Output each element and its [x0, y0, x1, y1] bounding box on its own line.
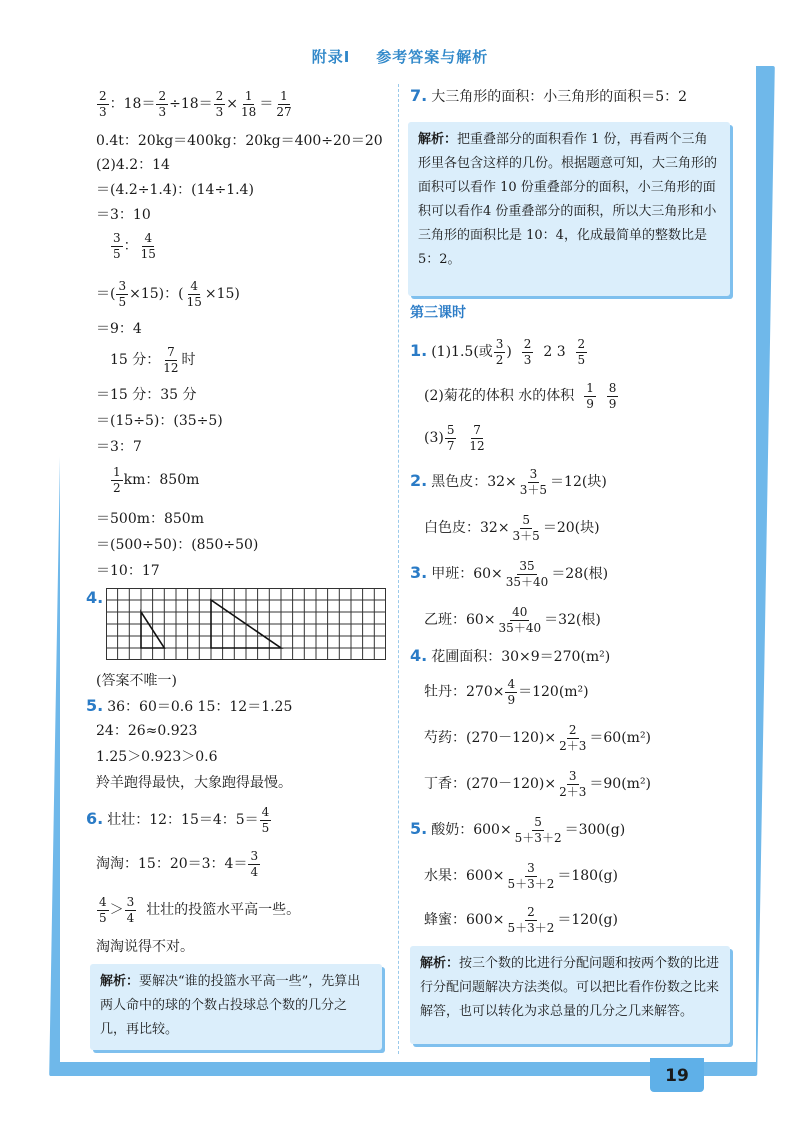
answer-line: ＝(500÷50)：(850÷50) [96, 537, 259, 553]
page-header [0, 46, 800, 67]
question-number: 7. 大三角形的面积：小三角形的面积＝5：2 [410, 86, 688, 105]
answer-line: 丁香：(270－120)× $\frac{3}{2+3}$ ＝90(m²) [424, 769, 652, 799]
answer-line: 0.4t：20kg＝400kg：20kg＝400÷20＝20 [96, 133, 383, 149]
answer-line: ＝( $\frac{3}{5}$ ×15)：( $\frac{4}{15}$ ×15) [96, 279, 240, 309]
answer-line: ＝500m：850m [96, 511, 204, 527]
answer-line: 乙班：60× $\frac{40}{35+40}$ ＝32(根) [424, 605, 601, 635]
question-number: 5. 36：60＝0.6 15：12＝1.25 [86, 696, 293, 715]
column-divider [398, 84, 399, 1054]
answer-line: $\frac{4}{5}$ ＞ $\frac{3}{4}$ 壮壮的投篮水平高一些。 [99, 895, 301, 925]
answer-line: ＝10：17 [96, 563, 160, 579]
answer-line: ＝15 分：35 分 [96, 387, 197, 403]
answer-line: 水果：600× $\frac{3}{5+3+2}$ ＝180(g) [424, 861, 618, 891]
answer-line: (2)菊花的体积 水的体积 $\frac{1}{9}$ $\frac{8}{9}$ [424, 381, 617, 411]
answer-line: $\frac{1}{2}$ km：850m [113, 465, 200, 495]
header-title: 参考答案与解析 [376, 48, 489, 66]
question-number: 4. [86, 588, 104, 607]
answer-line: ＝(4.2÷1.4)：(14÷1.4) [96, 182, 254, 198]
answer-line: 羚羊跑得最快，大象跑得最慢。 [96, 775, 292, 791]
answer-line: 淘淘说得不对。 [96, 939, 194, 955]
question-number: 1. (1)1.5(或 $\frac{3}{2}$ ) $\frac{2}{3}$ 2 3 $\frac{2}{5}$ [410, 337, 586, 367]
analysis-box-q6: 解析：要解决“谁的投篮水平高一些”，先算出两人命中的球的个数占投球总个数的几分之几，再比较。 [90, 964, 382, 1050]
answer-note: (答案不唯一) [96, 673, 177, 689]
answer-line: 白色皮：32× $\frac{5}{3+5}$ ＝20(块) [424, 513, 600, 543]
answer-line: ＝3：7 [96, 439, 142, 455]
answer-line: 1.25＞0.923＞0.6 [96, 749, 218, 765]
answer-line: 24：26≈0.923 [96, 723, 198, 739]
answer-line: ＝9：4 [96, 321, 142, 337]
analysis-box-q5: 解析：按三个数的比进行分配问题和按两个数的比进行分配问题解决方法类似。可以把比看作份数之比来解答，也可以转化为求总量的几分之几来解答。 [410, 946, 730, 1044]
answer-line: ＝3：10 [96, 207, 151, 223]
question-number: 3. 甲班：60× $\frac{35}{35+40}$ ＝28(根) [410, 559, 609, 589]
question-number: 2. 黑色皮：32× $\frac{3}{3+5}$ ＝12(块) [410, 467, 607, 497]
appendix-label: 附录Ⅰ [311, 48, 351, 66]
answer-line: $\frac{2}{3}$ ：18＝ $\frac{2}{3}$ ÷18＝ $\frac{2}{3}$ × $\frac{1}{18}$ ＝ $\frac{1}{27}$ [99, 89, 292, 119]
answer-line: (2)4.2：14 [96, 157, 170, 173]
answer-line: (3) $\frac{5}{7}$ $\frac{7}{12}$ [424, 423, 485, 453]
page-number: 19 [665, 1066, 689, 1086]
question-number: 5. 酸奶：600× $\frac{5}{5+3+2}$ ＝300(g) [410, 815, 626, 845]
analysis-box-q7: 解析：把重叠部分的面积看作 1 份，再看两个三角形里各包含这样的几份。根据题意可知，大三角形的面积可以看作 10 份重叠部分的面积，小三角形的面积可以看作4 份重叠部分的面积，所以大三角形和小三角形的面积比是 10：4，化成最简单的整数比是 5：2。 [408, 122, 730, 296]
lesson-heading: 第三课时 [410, 305, 466, 321]
triangle-grid-figure [106, 588, 386, 660]
answer-line: 蜂蜜：600× $\frac{2}{5+3+2}$ ＝120(g) [424, 905, 618, 935]
grid-drawing [106, 588, 386, 664]
answer-line: 15 分： $\frac{7}{12}$ 时 [110, 345, 196, 375]
question-number: 6. 壮壮：12：15＝4：5＝ $\frac{4}{5}$ [86, 805, 270, 835]
answer-line: $\frac{3}{5}$ ： $\frac{4}{15}$ [113, 231, 156, 261]
answer-line: 芍药：(270－120)× $\frac{2}{2+3}$ ＝60(m²) [424, 723, 652, 753]
question-number: 4. 花圃面积：30×9＝270(m²) [410, 646, 611, 665]
answer-line: 淘淘：15：20＝3：4＝ $\frac{3}{4}$ [96, 849, 259, 879]
answer-line: ＝(15÷5)：(35÷5) [96, 413, 223, 429]
answer-line: 牡丹：270× $\frac{4}{9}$ ＝120(m²) [424, 677, 589, 707]
